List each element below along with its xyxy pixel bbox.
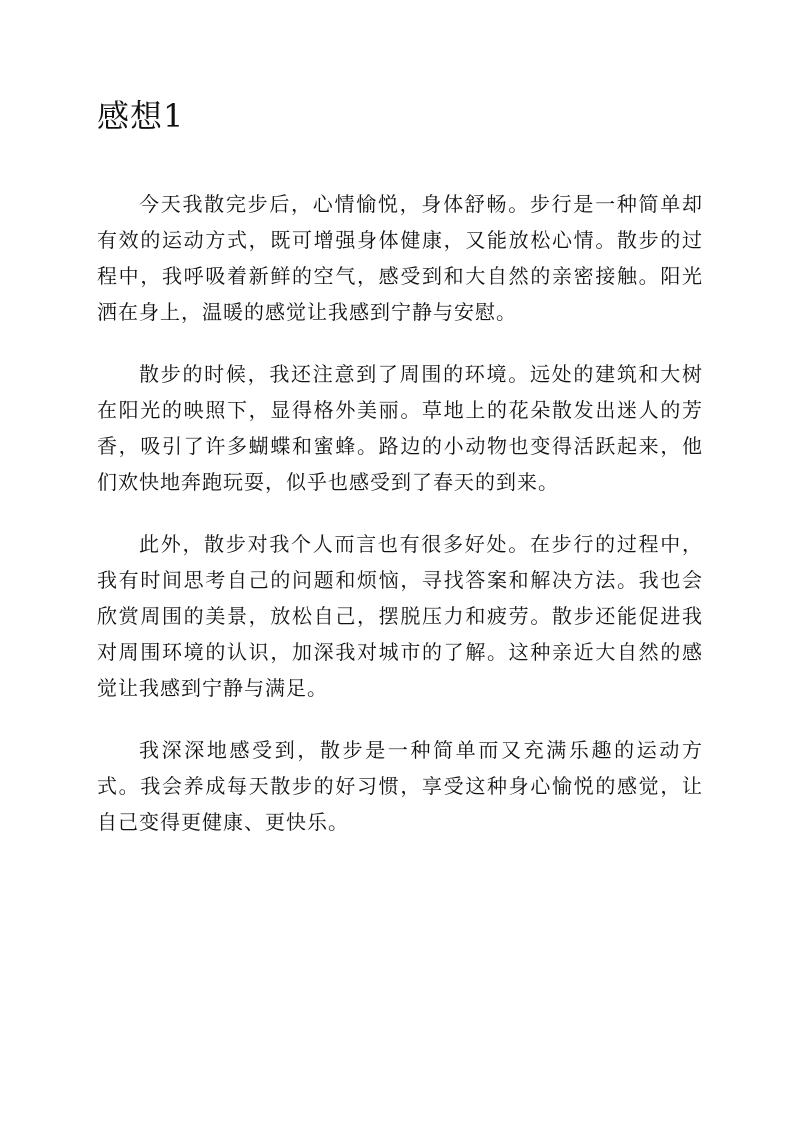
- paragraph-3: 此外，散步对我个人而言也有很多好处。在步行的过程中，我有时间思考自己的问题和烦恼，寻找答案和解决方法。我也会欣赏周围的美景，放松自己，摆脱压力和疲劳。散步还能促进我对周围环境的认识，加深我对城市的了解。这种亲近大自然的感觉让我感到宁静与满足。: [97, 532, 703, 700]
- document-title: 感想1: [97, 97, 185, 135]
- document-body: [97, 186, 703, 866]
- paragraph-1: 今天我散完步后，心情愉悦，身体舒畅。步行是一种简单却有效的运动方式，既可增强身体健康，又能放松心情。散步的过程中，我呼吸着新鲜的空气，感受到和大自然的亲密接触。阳光洒在身上，温暖的感觉让我感到宁静与安慰。: [97, 192, 703, 324]
- paragraph-2: 散步的时候，我还注意到了周围的环境。远处的建筑和大树在阳光的映照下，显得格外美丽。草地上的花朵散发出迷人的芳香，吸引了许多蝴蝶和蜜蜂。路边的小动物也变得活跃起来，他们欢快地奔跑玩耍，似乎也感受到了春天的到来。: [97, 362, 703, 494]
- paragraph-4: 我深深地感受到，散步是一种简单而又充满乐趣的运动方式。我会养成每天散步的好习惯，享受这种身心愉悦的感觉，让自己变得更健康、更快乐。: [97, 738, 703, 834]
